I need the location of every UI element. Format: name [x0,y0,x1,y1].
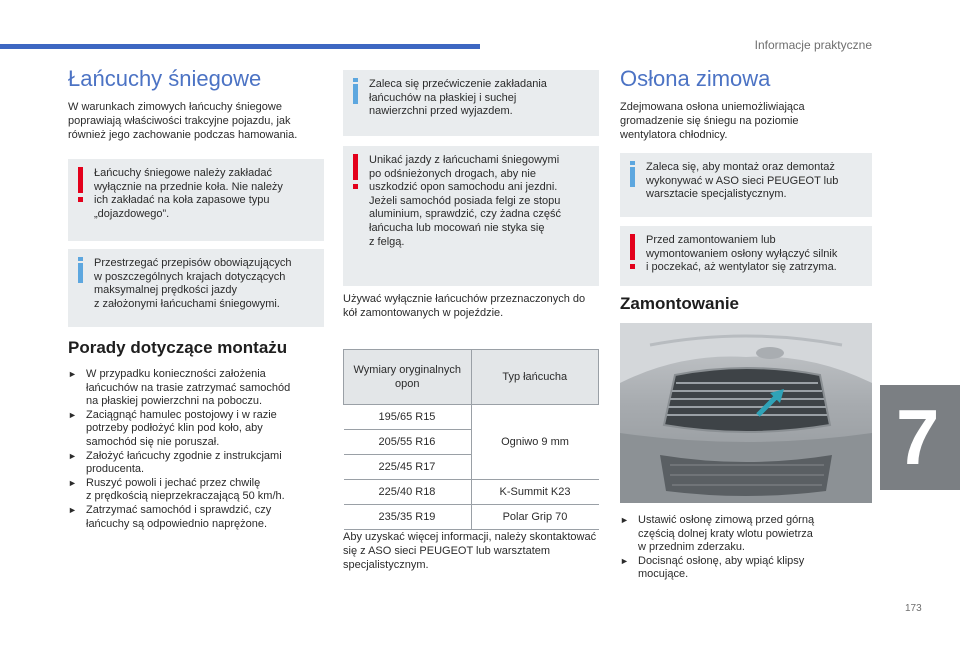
info-text: Zaleca się przećwiczenie zakładania łańcuchów na płaskiej i suchej nawierzchni przed wyjazdem. [369,78,547,118]
tyre-chain-table [343,349,599,530]
winter-cover-intro: Zdejmowana osłona uniemożliwiająca gromadzenie się śniegu na poziomie wentylatora chłodnicy. [620,101,805,141]
table-row: 205/55 R16 [344,430,599,455]
table-row: 235/35 R19 Polar Grip 70 [344,505,599,530]
list-item: ► W przypadku konieczności założenia łańcuchów na trasie zatrzymać samochód na płaskiej powierzchni na poboczu. [68,368,291,408]
warning-icon [353,154,358,180]
list-item: ► Ruszyć powoli i jechać przez chwilę z prędkością nieprzekraczającą 50 km/h. [68,476,285,503]
bullet-icon: ► [68,450,77,461]
section-header-label: Informacje praktyczne [754,38,872,52]
bullet-icon: ► [620,555,629,566]
info-icon [353,84,358,104]
cover-steps-list [620,514,870,582]
info-text: Przestrzegać przepisów obowiązujących w poszczególnych krajach dotyczących maksymalnej prędkości jazdy z założonymi łańcuchami śniegowymi. [94,257,292,310]
list-item: ► Docisnąć osłonę, aby wpiąć klipsy mocujące. [620,554,805,581]
top-accent-bar [0,44,480,49]
table-header-tyre-size: Wymiary oryginalnych opon [344,350,472,405]
grille-cover-photo [620,323,872,503]
list-item: ► Zaciągnąć hamulec postojowy i w razie potrzeby podłożyć klin pod koło, aby samochód się nie poruszał. [68,408,277,448]
list-item: ► Założyć łańcuchy zgodnie z instrukcjami producenta. [68,449,282,476]
info-box-speed-limits [68,249,324,327]
warning-text: Przed zamontowaniem lub wymontowaniem osłony wyłączyć silnik i poczekać, aż wentylator się zatrzyma. [646,234,838,274]
fitting-steps-list [68,368,328,531]
chapter-tab: 7 [880,385,960,490]
info-text: Zaleca się, aby montaż oraz demontaż wykonywać w ASO sieci PEUGEOT lub warsztacie specjalistycznym. [646,161,839,201]
winter-cover-title: Osłona zimowa [620,66,771,91]
page-number: 173 [905,603,922,614]
info-box-service [620,153,872,217]
contact-note: Aby uzyskać więcej informacji, należy skontaktować się z ASO sieci PEUGEOT lub warsztatem specjalistycznym. [343,531,597,571]
warning-box-engine-off [620,226,872,286]
table-row: 225/45 R17 [344,455,599,480]
snow-chains-intro: W warunkach zimowych łańcuchy śniegowe poprawiają właściwości trakcyjne pojazdu, jak również jego zachowanie podczas hamowania. [68,101,298,141]
table-row: 195/65 R15 Ogniwo 9 mm [344,405,599,430]
warning-box-cleared-roads [343,146,599,286]
usage-note: Używać wyłącznie łańcuchów przeznaczonych do kół zamontowanych w pojeździe. [343,293,586,319]
warning-text: Unikać jazdy z łańcuchami śniegowymi po odśnieżonych drogach, aby nie uszkodzić opon samochodu ani jezdni. Jeżeli samochód posiada felgi ze stopu aluminium, sprawdzić, czy żadna część łańcucha lub mocowań nie styka się z felgą. [369,154,561,248]
bullet-icon: ► [620,515,629,525]
info-icon [78,263,83,283]
fitting-heading: Zamontowanie [620,294,740,313]
info-icon [630,167,635,187]
warning-text: Łańcuchy śniegowe należy zakładać wyłącznie na przednie koła. Nie należy ich zakładać na koła zapasowe typu „dojazdowego”. [94,167,283,220]
bullet-icon: ► [68,477,77,488]
list-item: ► Zatrzymać samochód i sprawdzić, czy łańcuchy są odpowiednio naprężone. [68,503,272,530]
warning-icon [78,167,83,193]
fitting-advice-heading: Porady dotyczące montażu [68,338,288,357]
car-front-illustration [620,323,872,503]
bullet-icon: ► [68,409,77,420]
warning-box-front-wheels [68,159,324,241]
bullet-icon: ► [68,369,77,379]
table-row: 225/40 R18 K-Summit K23 [344,480,599,505]
table-header-chain-type: Typ łańcucha [471,350,599,405]
snow-chains-title: Łańcuchy śniegowe [68,66,262,91]
bullet-icon: ► [68,504,77,515]
list-item: ► Ustawić osłonę zimową przed górną częścią dolnej kraty wlotu powietrza w przednim zderzaku. [620,514,815,554]
warning-icon [630,234,635,260]
info-box-practice [343,70,599,136]
